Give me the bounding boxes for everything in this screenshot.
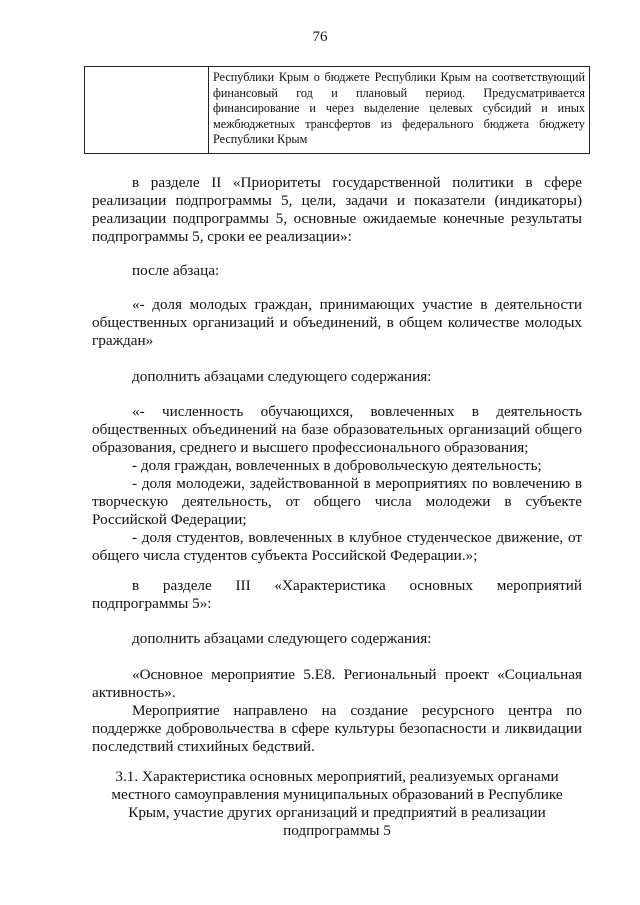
list-item: - доля студентов, вовлеченных в клубное студенческое движение, от общего числа студентов субъекта Российской Федерации.»; [92,529,582,564]
paragraph-section-iii: в разделе III «Характеристика основных мероприятий подпрограммы 5»: [92,577,582,612]
paragraph-quote-share: «- доля молодых граждан, принимающих участие в деятельности общественных организаций и объединений, в общем количестве молодых граждан» [92,296,582,349]
list-item: «- численность обучающихся, вовлеченных в деятельность общественных объединений на базе образовательных организаций общего образования, среднего и высшего профессионального образования; [92,403,582,456]
paragraph-section-ii: в разделе II «Приоритеты государственной политики в сфере реализации подпрограммы 5, цели, задачи и показатели (индикаторы) реализации подпрограммы 5, основные ожидаемые конечные результаты подпрограммы 5, сроки ее реализации»: [92,174,582,245]
table-left-cell [85,67,209,153]
page-number: 76 [312,29,328,45]
list-block [92,403,582,565]
paragraph-event-description: Мероприятие направлено на создание ресурсного центра по поддержке добровольчества в сфере культуры безопасности и ликвидации последствий стихийных бедствий. [92,702,582,755]
table [84,66,590,154]
table-right-cell: Республики Крым о бюджете Республики Крым на соответствующий финансовый год и плановый период. Предусматривается финансирование и через выделение целевых субсидий и иных межбюджетных трансфертов из федерального бюджета бюджету Республики Крым [213,70,585,146]
paragraph-main-event: «Основное мероприятие 5.Е8. Региональный проект «Социальная активность». [92,666,582,701]
paragraph-after: после абзаца: [132,262,220,279]
paragraph-add-2: дополнить абзацами следующего содержания: [132,630,432,647]
section-heading: 3.1. Характеристика основных мероприятий, реализуемых органами местного самоуправления муниципальных образований в Республике Крым, участие других организаций и предприятий в реализации подпрограммы 5 [111,768,563,839]
list-item: - доля граждан, вовлеченных в добровольческую деятельность; [132,457,542,474]
paragraph-add-1: дополнить абзацами следующего содержания: [132,368,432,385]
list-item: - доля молодежи, задействованной в мероприятиях по вовлечению в творческую деятельность, от общего числа молодежи в субъекте Российской Федерации; [92,475,582,528]
